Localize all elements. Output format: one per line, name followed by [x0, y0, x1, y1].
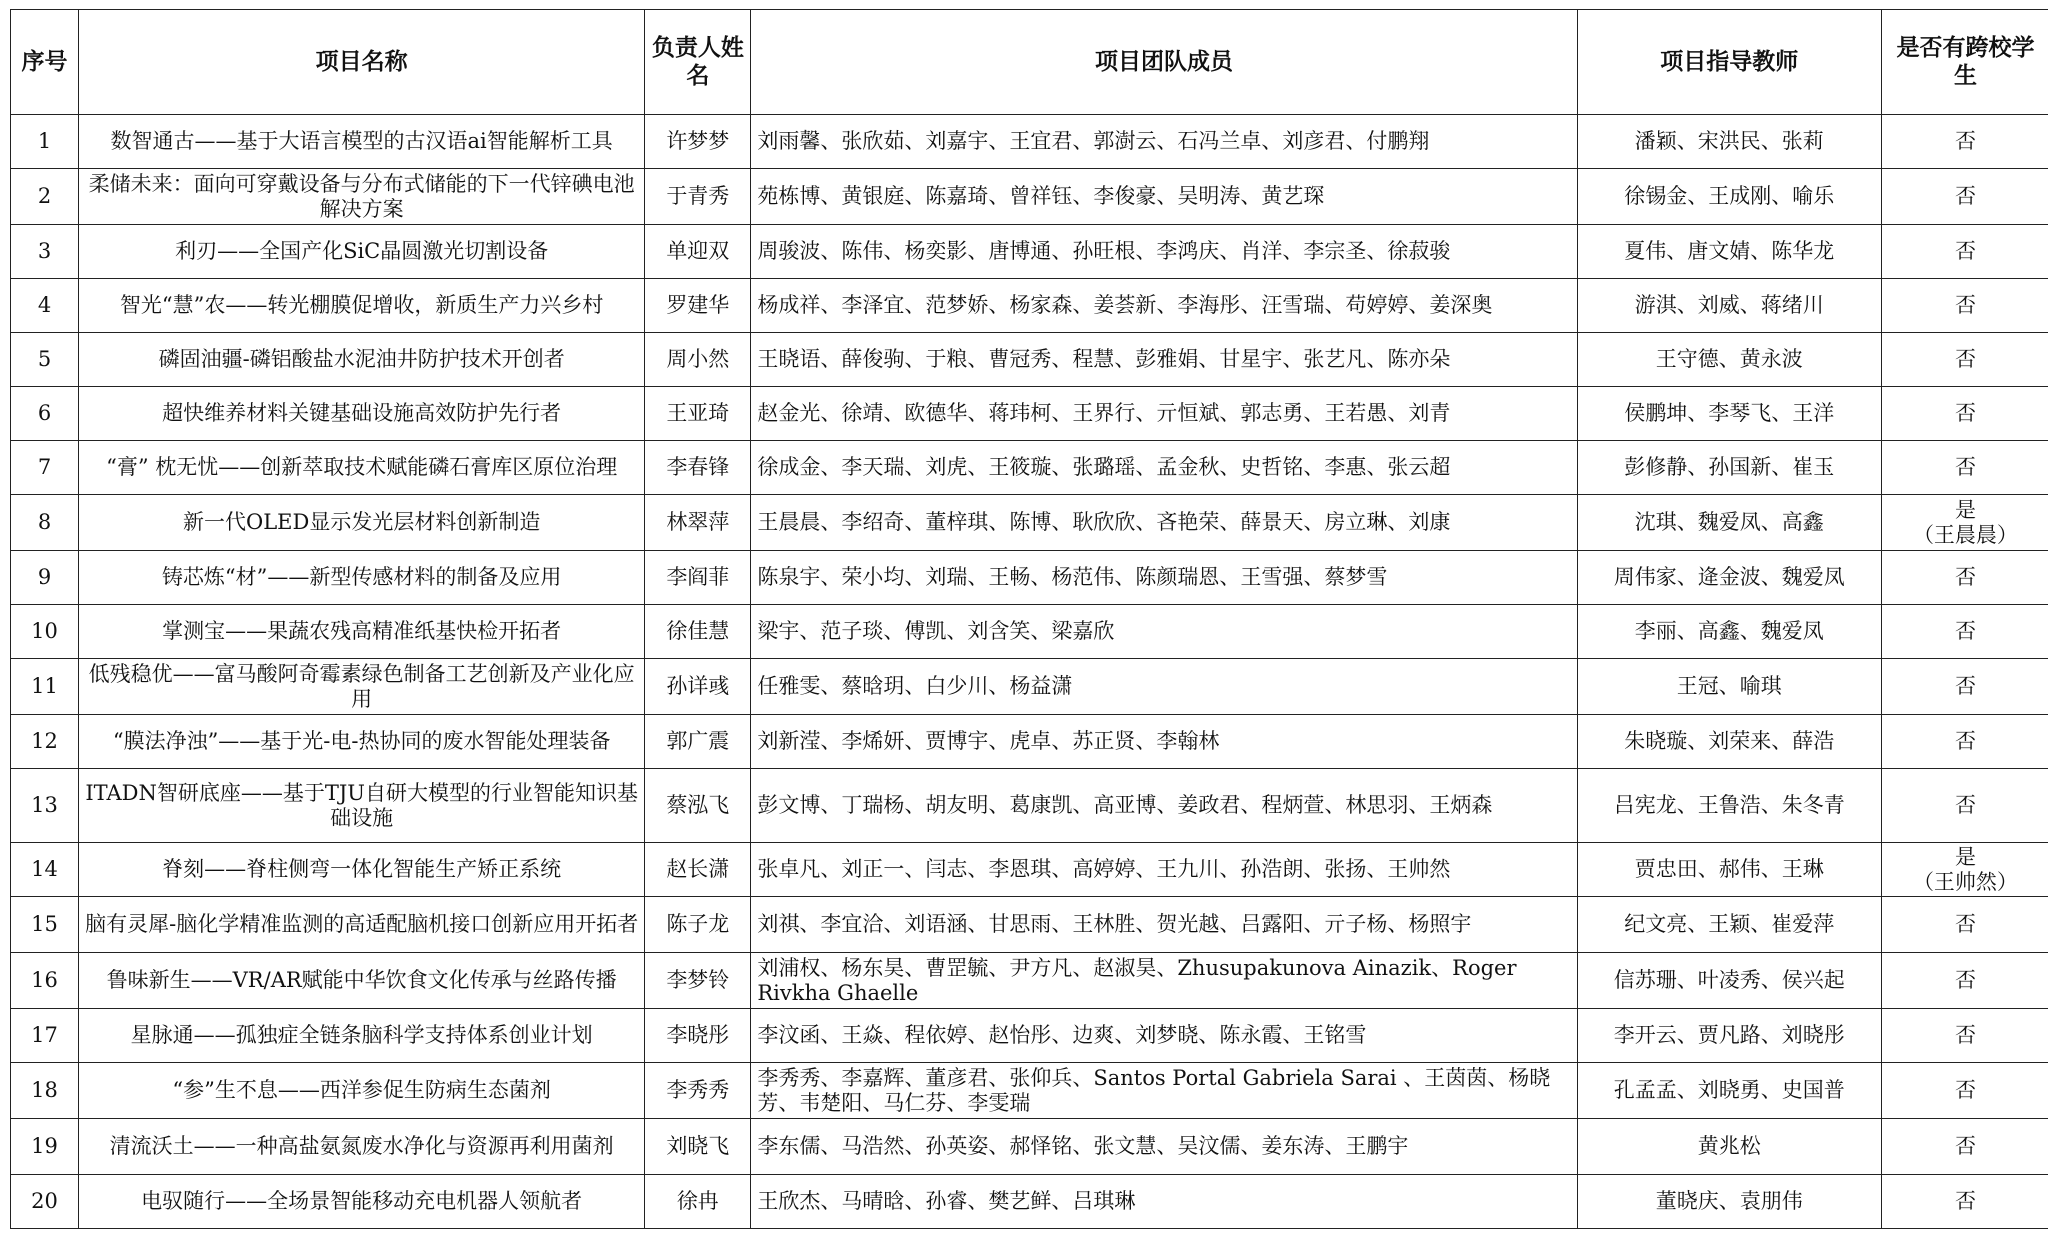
header-leader: 负责人姓名 — [645, 10, 751, 115]
leader-cell: 罗建华 — [645, 279, 751, 333]
leader-cell: 许梦梦 — [645, 115, 751, 169]
row-no-cell: 13 — [11, 769, 79, 843]
mentor-cell: 彭修静、孙国新、崔玉 — [1577, 441, 1881, 495]
cross-school-cell — [1881, 551, 2048, 605]
mentor-cell: 潘颖、宋洪民、张莉 — [1577, 115, 1881, 169]
team-members-cell: 刘雨馨、张欣茹、刘嘉宇、王宜君、郭澍云、石冯兰卓、刘彦君、付鹏翔 — [751, 115, 1577, 169]
project-name-cell: 数智通古——基于大语言模型的古汉语ai智能解析工具 — [79, 115, 645, 169]
project-name-cell: 鲁味新生——VR/AR赋能中华饮食文化传承与丝路传播 — [79, 953, 645, 1009]
row-no-cell: 11 — [11, 659, 79, 715]
row-no-cell: 12 — [11, 715, 79, 769]
row-no-cell: 16 — [11, 953, 79, 1009]
mentor-cell: 吕宪龙、王鲁浩、朱冬青 — [1577, 769, 1881, 843]
cross-school-value: 是 — [1954, 844, 1976, 869]
team-members-cell: 王晓语、薛俊驹、于粮、曹冠秀、程慧、彭雅娟、甘星宇、张艺凡、陈亦朵 — [751, 333, 1577, 387]
row-no-cell: 2 — [11, 169, 79, 225]
table-row — [11, 1119, 2048, 1175]
table-row — [11, 659, 2048, 715]
row-no-cell: 5 — [11, 333, 79, 387]
cross-school-cell — [1881, 605, 2048, 659]
team-members-cell: 徐成金、李天瑞、刘虎、王筱璇、张璐瑶、孟金秋、史哲铭、李惠、张云超 — [751, 441, 1577, 495]
cross-school-cell — [1881, 897, 2048, 953]
table-row — [11, 115, 2048, 169]
team-members-cell: 彭文博、丁瑞杨、胡友明、葛康凯、高亚博、姜政君、程炳萱、林思羽、王炳森 — [751, 769, 1577, 843]
table-row — [11, 953, 2048, 1009]
cross-school-value: 否 — [1954, 239, 1976, 263]
row-no-cell: 8 — [11, 495, 79, 551]
leader-cell: 孙详彧 — [645, 659, 751, 715]
row-no-cell: 9 — [11, 551, 79, 605]
cross-school-cell — [1881, 953, 2048, 1009]
table-row — [11, 387, 2048, 441]
mentor-cell: 侯鹏坤、李琴飞、王洋 — [1577, 387, 1881, 441]
table-row — [11, 897, 2048, 953]
table-row — [11, 769, 2048, 843]
project-name-cell: 铸芯炼“材”——新型传感材料的制备及应用 — [79, 551, 645, 605]
cross-school-value: 否 — [1954, 968, 1976, 992]
project-name-cell: “膜法净浊”——基于光-电-热协同的废水智能处理装备 — [79, 715, 645, 769]
cross-school-value: 否 — [1954, 729, 1976, 753]
team-members-cell: 李汶函、王焱、程依婷、赵怡彤、边爽、刘梦晓、陈永霞、王铭雪 — [751, 1009, 1577, 1063]
leader-cell: 李春锋 — [645, 441, 751, 495]
table-row — [11, 333, 2048, 387]
cross-school-cell — [1881, 1175, 2048, 1229]
row-no-cell: 10 — [11, 605, 79, 659]
cross-school-value: 否 — [1954, 1134, 1976, 1158]
leader-cell: 徐冉 — [645, 1175, 751, 1229]
project-name-cell: 智光“慧”农——转光棚膜促增收，新质生产力兴乡村 — [79, 279, 645, 333]
header-team-members: 项目团队成员 — [751, 10, 1577, 115]
project-name-cell: 新一代OLED显示发光层材料创新制造 — [79, 495, 645, 551]
mentor-cell: 贾忠田、郝伟、王琳 — [1577, 843, 1881, 897]
cross-school-cell — [1881, 169, 2048, 225]
team-members-cell: 陈泉宇、荣小均、刘瑞、王畅、杨范伟、陈颜瑞恩、王雪强、蔡梦雪 — [751, 551, 1577, 605]
cross-school-cell — [1881, 333, 2048, 387]
row-no-cell: 15 — [11, 897, 79, 953]
cross-school-value: 否 — [1954, 347, 1976, 371]
cross-school-cell — [1881, 1009, 2048, 1063]
table-row — [11, 1063, 2048, 1119]
header-no: 序号 — [11, 10, 79, 115]
project-name-cell: “参”生不息——西洋参促生防病生态菌剂 — [79, 1063, 645, 1119]
table-row — [11, 1175, 2048, 1229]
mentor-cell: 游淇、刘威、蒋绪川 — [1577, 279, 1881, 333]
leader-cell: 李阎菲 — [645, 551, 751, 605]
cross-school-cell — [1881, 495, 2048, 551]
mentor-cell: 王守德、黄永波 — [1577, 333, 1881, 387]
mentor-cell: 董晓庆、袁朋伟 — [1577, 1175, 1881, 1229]
team-members-cell: 任雅雯、蔡晗玥、白少川、杨益潇 — [751, 659, 1577, 715]
cross-school-value: 否 — [1954, 184, 1976, 208]
project-name-cell: 掌测宝——果蔬农残高精准纸基快检开拓者 — [79, 605, 645, 659]
leader-cell: 王亚琦 — [645, 387, 751, 441]
team-members-cell: 周骏波、陈伟、杨奕影、唐博通、孙旺根、李鸿庆、肖洋、李宗圣、徐菽骏 — [751, 225, 1577, 279]
table-row — [11, 551, 2048, 605]
table-row — [11, 605, 2048, 659]
row-no-cell: 14 — [11, 843, 79, 897]
cross-school-value: 否 — [1954, 455, 1976, 479]
leader-cell: 陈子龙 — [645, 897, 751, 953]
cross-school-cell — [1881, 1119, 2048, 1175]
leader-cell: 李梦铃 — [645, 953, 751, 1009]
leader-cell: 蔡泓飞 — [645, 769, 751, 843]
project-name-cell: 清流沃土——一种高盐氨氮废水净化与资源再利用菌剂 — [79, 1119, 645, 1175]
project-name-cell: “膏” 枕无忧——创新萃取技术赋能磷石膏库区原位治理 — [79, 441, 645, 495]
cross-school-cell — [1881, 387, 2048, 441]
leader-cell: 单迎双 — [645, 225, 751, 279]
project-name-cell: 星脉通——孤独症全链条脑科学支持体系创业计划 — [79, 1009, 645, 1063]
row-no-cell: 17 — [11, 1009, 79, 1063]
leader-cell: 李秀秀 — [645, 1063, 751, 1119]
row-no-cell: 4 — [11, 279, 79, 333]
header-row — [11, 10, 2048, 115]
leader-cell: 徐佳慧 — [645, 605, 751, 659]
cross-school-value: 否 — [1954, 401, 1976, 425]
team-members-cell: 苑栋博、黄银庭、陈嘉琦、曾祥钰、李俊豪、吴明涛、黄艺琛 — [751, 169, 1577, 225]
project-name-cell: 低残稳优——富马酸阿奇霉素绿色制备工艺创新及产业化应用 — [79, 659, 645, 715]
team-members-cell: 王晨晨、李绍奇、董梓琪、陈博、耿欣欣、吝艳荣、薛景天、房立琳、刘康 — [751, 495, 1577, 551]
project-name-cell: 柔储未来：面向可穿戴设备与分布式储能的下一代锌碘电池解决方案 — [79, 169, 645, 225]
row-no-cell: 3 — [11, 225, 79, 279]
mentor-cell: 纪文亮、王颖、崔爱萍 — [1577, 897, 1881, 953]
project-name-cell: 脑有灵犀-脑化学精准监测的高适配脑机接口创新应用开拓者 — [79, 897, 645, 953]
project-name-cell: 脊刻——脊柱侧弯一体化智能生产矫正系统 — [79, 843, 645, 897]
mentor-cell: 黄兆松 — [1577, 1119, 1881, 1175]
cross-school-cell — [1881, 115, 2048, 169]
leader-cell: 刘晓飞 — [645, 1119, 751, 1175]
mentor-cell: 周伟家、逄金波、魏爱凤 — [1577, 551, 1881, 605]
table-row — [11, 169, 2048, 225]
cross-school-value: 否 — [1954, 129, 1976, 153]
team-members-cell: 刘新滢、李烯妍、贾博宇、虎卓、苏正贤、李翰林 — [751, 715, 1577, 769]
leader-cell: 郭广震 — [645, 715, 751, 769]
mentor-cell: 信苏珊、叶凌秀、侯兴起 — [1577, 953, 1881, 1009]
project-name-cell: 磷固油疆-磷铝酸盐水泥油井防护技术开创者 — [79, 333, 645, 387]
mentor-cell: 李丽、高鑫、魏爱凤 — [1577, 605, 1881, 659]
project-name-cell: ITADN智研底座——基于TJU自研大模型的行业智能知识基础设施 — [79, 769, 645, 843]
cross-school-value: 否 — [1954, 912, 1976, 936]
table-row — [11, 441, 2048, 495]
cross-school-value: 否 — [1954, 674, 1976, 698]
leader-cell: 林翠萍 — [645, 495, 751, 551]
project-name-cell: 超快维养材料关键基础设施高效防护先行者 — [79, 387, 645, 441]
row-no-cell: 20 — [11, 1175, 79, 1229]
cross-school-note: （王帅然） — [1912, 869, 2018, 894]
mentor-cell: 徐锡金、王成刚、喻乐 — [1577, 169, 1881, 225]
project-name-cell: 电驭随行——全场景智能移动充电机器人领航者 — [79, 1175, 645, 1229]
cross-school-note: （王晨晨） — [1912, 522, 2018, 547]
team-members-cell: 刘祺、李宜洽、刘语涵、甘思雨、王林胜、贺光越、吕露阳、亓子杨、杨照宇 — [751, 897, 1577, 953]
header-project-name: 项目名称 — [79, 10, 645, 115]
cross-school-cell — [1881, 659, 2048, 715]
row-no-cell: 1 — [11, 115, 79, 169]
cross-school-cell — [1881, 769, 2048, 843]
row-no-cell: 18 — [11, 1063, 79, 1119]
cross-school-value: 是 — [1954, 497, 1976, 522]
cross-school-value: 否 — [1954, 793, 1976, 817]
cross-school-cell — [1881, 843, 2048, 897]
team-members-cell: 赵金光、徐靖、欧德华、蒋玮柯、王界行、亓恒斌、郭志勇、王若愚、刘青 — [751, 387, 1577, 441]
table-row — [11, 495, 2048, 551]
mentor-cell: 沈琪、魏爱凤、高鑫 — [1577, 495, 1881, 551]
mentor-cell: 孔孟孟、刘晓勇、史国普 — [1577, 1063, 1881, 1119]
cross-school-cell — [1881, 715, 2048, 769]
mentor-cell: 王冠、喻琪 — [1577, 659, 1881, 715]
cross-school-cell — [1881, 441, 2048, 495]
row-no-cell: 6 — [11, 387, 79, 441]
table-row — [11, 279, 2048, 333]
cross-school-value: 否 — [1954, 1023, 1976, 1047]
table-row — [11, 225, 2048, 279]
cross-school-cell — [1881, 1063, 2048, 1119]
table-row — [11, 715, 2048, 769]
cross-school-cell — [1881, 225, 2048, 279]
leader-cell: 周小然 — [645, 333, 751, 387]
cross-school-value: 否 — [1954, 619, 1976, 643]
team-members-cell: 李秀秀、李嘉辉、董彦君、张仰兵、Santos Portal Gabriela Sarai 、王茵茵、杨晓芳、韦楚阳、马仁芬、李雯瑞 — [751, 1063, 1577, 1119]
table-row — [11, 843, 2048, 897]
project-name-cell: 利刃——全国产化SiC晶圆激光切割设备 — [79, 225, 645, 279]
team-members-cell: 刘浦权、杨东昊、曹罡毓、尹方凡、赵淑昊、Zhusupakunova Ainazik、Roger Rivkha Ghaelle — [751, 953, 1577, 1009]
row-no-cell: 19 — [11, 1119, 79, 1175]
leader-cell: 赵长潇 — [645, 843, 751, 897]
leader-cell: 于青秀 — [645, 169, 751, 225]
team-members-cell: 张卓凡、刘正一、闫志、李恩琪、高婷婷、王九川、孙浩朗、张扬、王帅然 — [751, 843, 1577, 897]
row-no-cell: 7 — [11, 441, 79, 495]
team-members-cell: 杨成祥、李泽宜、范梦娇、杨家森、姜荟新、李海彤、汪雪瑞、苟婷婷、姜深奥 — [751, 279, 1577, 333]
header-mentors: 项目指导教师 — [1577, 10, 1881, 115]
header-cross-school: 是否有跨校学生 — [1881, 10, 2048, 115]
cross-school-value: 否 — [1954, 1078, 1976, 1102]
cross-school-value: 否 — [1954, 565, 1976, 589]
project-table — [10, 9, 2048, 1229]
mentor-cell: 朱晓璇、刘荣来、薛浩 — [1577, 715, 1881, 769]
leader-cell: 李晓彤 — [645, 1009, 751, 1063]
cross-school-cell — [1881, 279, 2048, 333]
mentor-cell: 李开云、贾凡路、刘晓彤 — [1577, 1009, 1881, 1063]
team-members-cell: 王欣杰、马晴晗、孙睿、樊艺鲜、吕琪琳 — [751, 1175, 1577, 1229]
table-row — [11, 1009, 2048, 1063]
team-members-cell: 李东儒、马浩然、孙英姿、郝怿铭、张文慧、吴汶儒、姜东涛、王鹏宇 — [751, 1119, 1577, 1175]
cross-school-value: 否 — [1954, 293, 1976, 317]
cross-school-value: 否 — [1954, 1189, 1976, 1213]
mentor-cell: 夏伟、唐文婧、陈华龙 — [1577, 225, 1881, 279]
team-members-cell: 梁宇、范子琰、傅凯、刘含笑、梁嘉欣 — [751, 605, 1577, 659]
